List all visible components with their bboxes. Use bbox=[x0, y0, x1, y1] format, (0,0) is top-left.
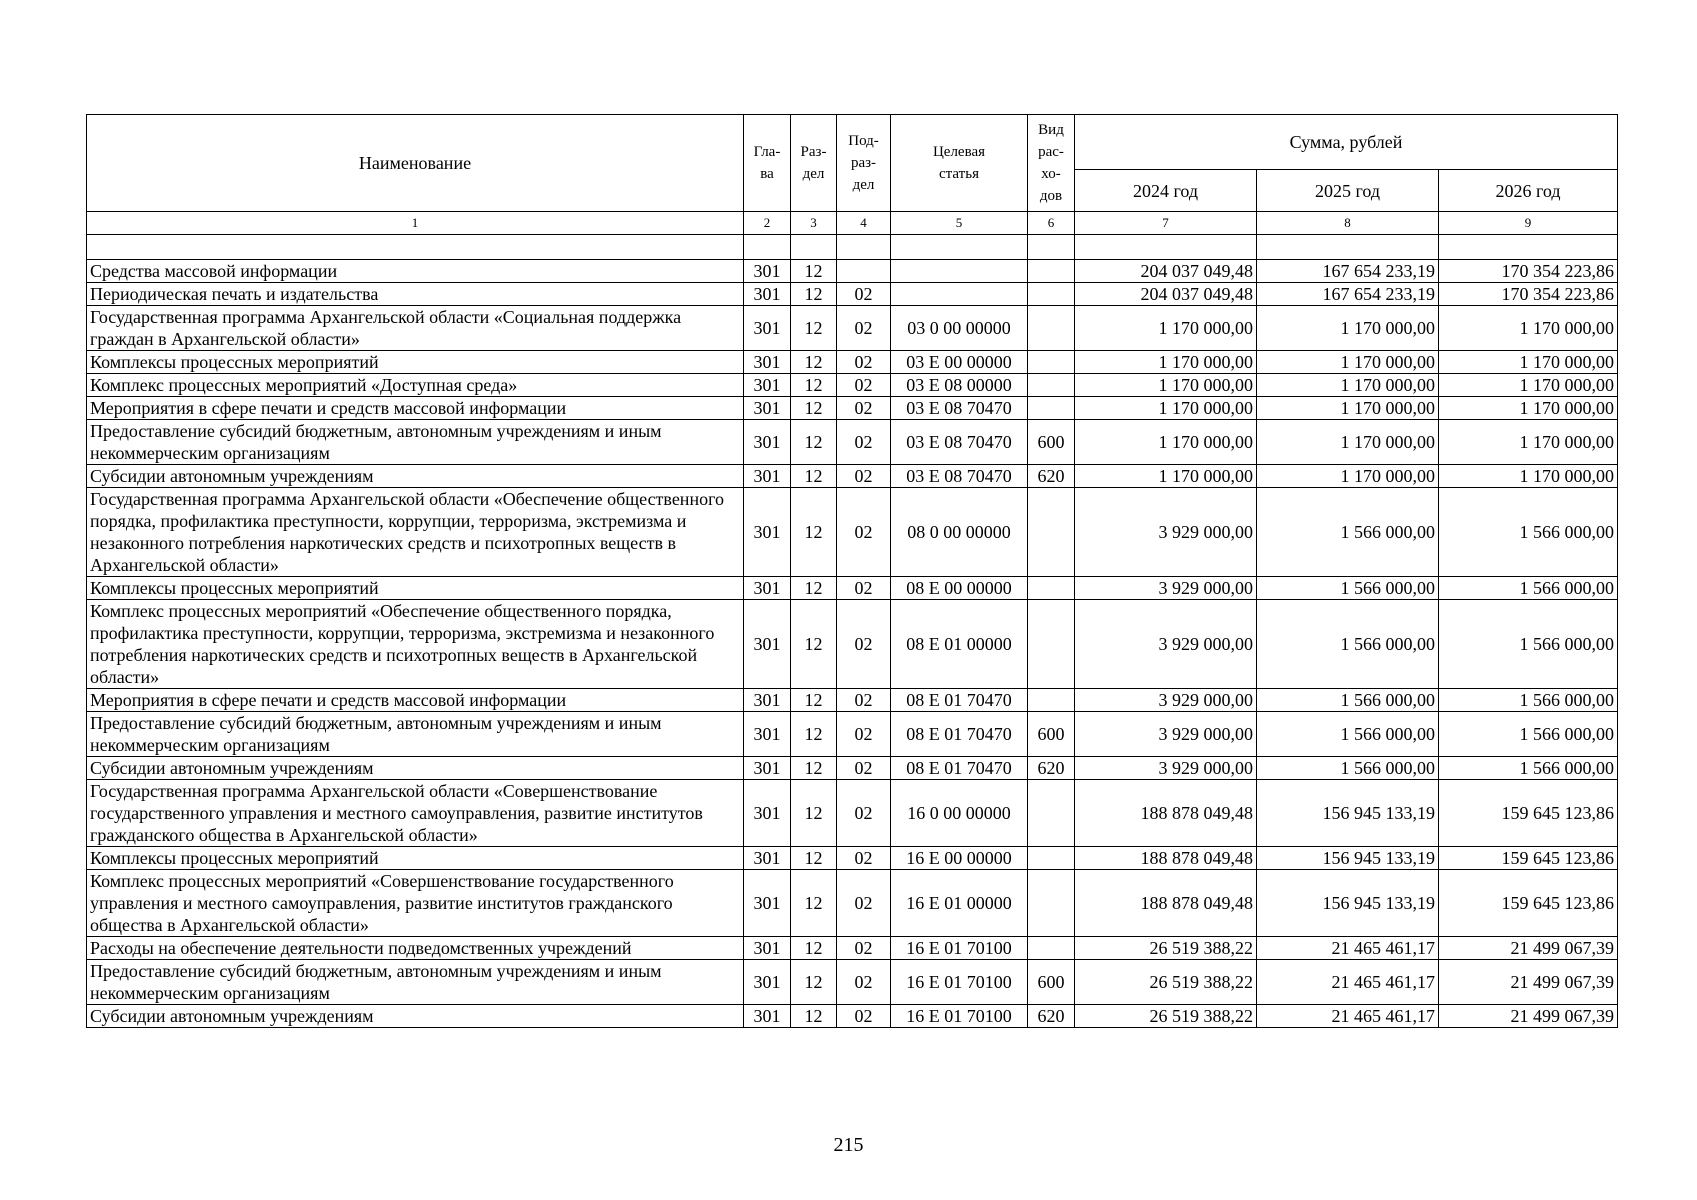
row-razdel: 12 bbox=[791, 1005, 837, 1028]
row-sum-2025: 156 945 133,19 bbox=[1257, 847, 1439, 870]
row-sum-2024: 3 929 000,00 bbox=[1075, 689, 1257, 712]
column-number: 8 bbox=[1257, 212, 1439, 235]
row-vid bbox=[1028, 260, 1075, 283]
row-sum-2026: 170 354 223,86 bbox=[1439, 260, 1618, 283]
row-sum-2024: 3 929 000,00 bbox=[1075, 712, 1257, 757]
row-razdel: 12 bbox=[791, 689, 837, 712]
column-number: 7 bbox=[1075, 212, 1257, 235]
table-row bbox=[87, 577, 1618, 600]
row-vid bbox=[1028, 397, 1075, 420]
row-sum-2026: 1 566 000,00 bbox=[1439, 712, 1618, 757]
row-podrazdel: 02 bbox=[837, 351, 891, 374]
row-target: 03 Е 08 70470 bbox=[891, 420, 1028, 465]
row-podrazdel: 02 bbox=[837, 577, 891, 600]
row-name: Комплексы процессных мероприятий bbox=[87, 351, 744, 374]
row-sum-2025: 21 465 461,17 bbox=[1257, 1005, 1439, 1028]
row-glava: 301 bbox=[744, 260, 791, 283]
row-name: Государственная программа Архангельской области «Совершенствование государственного управления и местного самоуправления, развитие институтов гражданского общества в Архангельской области» bbox=[87, 780, 744, 847]
table-row bbox=[87, 600, 1618, 689]
row-target: 08 Е 00 00000 bbox=[891, 577, 1028, 600]
row-glava: 301 bbox=[744, 689, 791, 712]
row-name: Комплексы процессных мероприятий bbox=[87, 847, 744, 870]
row-vid bbox=[1028, 488, 1075, 577]
row-target: 03 Е 08 70470 bbox=[891, 397, 1028, 420]
row-sum-2026: 1 170 000,00 bbox=[1439, 306, 1618, 351]
row-podrazdel: 02 bbox=[837, 600, 891, 689]
row-glava: 301 bbox=[744, 780, 791, 847]
row-target: 16 Е 01 70100 bbox=[891, 1005, 1028, 1028]
row-glava: 301 bbox=[744, 600, 791, 689]
row-sum-2024: 26 519 388,22 bbox=[1075, 960, 1257, 1005]
row-podrazdel: 02 bbox=[837, 847, 891, 870]
row-sum-2024: 1 170 000,00 bbox=[1075, 351, 1257, 374]
row-vid bbox=[1028, 351, 1075, 374]
row-sum-2025: 1 170 000,00 bbox=[1257, 465, 1439, 488]
column-number: 1 bbox=[87, 212, 744, 235]
row-sum-2024: 1 170 000,00 bbox=[1075, 465, 1257, 488]
row-sum-2024: 204 037 049,48 bbox=[1075, 283, 1257, 306]
row-vid bbox=[1028, 577, 1075, 600]
table-row bbox=[87, 1005, 1618, 1028]
row-name: Комплекс процессных мероприятий «Совершенствование государственного управления и местного самоуправления, развитие институтов гражданского общества в Архангельской области» bbox=[87, 870, 744, 937]
row-glava: 301 bbox=[744, 488, 791, 577]
table-row bbox=[87, 780, 1618, 847]
row-name: Комплексы процессных мероприятий bbox=[87, 577, 744, 600]
row-sum-2026: 159 645 123,86 bbox=[1439, 870, 1618, 937]
row-name: Субсидии автономным учреждениям bbox=[87, 465, 744, 488]
row-podrazdel: 02 bbox=[837, 689, 891, 712]
row-name: Предоставление субсидий бюджетным, автономным учреждениям и иным некоммерческим организациям bbox=[87, 712, 744, 757]
row-sum-2026: 1 566 000,00 bbox=[1439, 757, 1618, 780]
row-sum-2024: 1 170 000,00 bbox=[1075, 306, 1257, 351]
row-target: 03 Е 08 70470 bbox=[891, 465, 1028, 488]
row-sum-2025: 1 170 000,00 bbox=[1257, 351, 1439, 374]
row-sum-2026: 1 170 000,00 bbox=[1439, 374, 1618, 397]
blank-row bbox=[87, 235, 1618, 260]
row-name: Субсидии автономным учреждениям bbox=[87, 1005, 744, 1028]
table-row bbox=[87, 397, 1618, 420]
row-sum-2024: 1 170 000,00 bbox=[1075, 420, 1257, 465]
header-sum: Сумма, рублей bbox=[1075, 115, 1618, 170]
row-sum-2024: 26 519 388,22 bbox=[1075, 1005, 1257, 1028]
row-name: Средства массовой информации bbox=[87, 260, 744, 283]
row-podrazdel: 02 bbox=[837, 488, 891, 577]
row-podrazdel: 02 bbox=[837, 374, 891, 397]
table-row bbox=[87, 420, 1618, 465]
row-sum-2024: 3 929 000,00 bbox=[1075, 577, 1257, 600]
row-sum-2025: 1 566 000,00 bbox=[1257, 712, 1439, 757]
row-name: Расходы на обеспечение деятельности подведомственных учреждений bbox=[87, 937, 744, 960]
row-sum-2025: 167 654 233,19 bbox=[1257, 260, 1439, 283]
table-row bbox=[87, 937, 1618, 960]
row-razdel: 12 bbox=[791, 780, 837, 847]
table-row bbox=[87, 351, 1618, 374]
row-razdel: 12 bbox=[791, 600, 837, 689]
row-sum-2024: 3 929 000,00 bbox=[1075, 600, 1257, 689]
row-glava: 301 bbox=[744, 351, 791, 374]
row-podrazdel: 02 bbox=[837, 937, 891, 960]
row-podrazdel: 02 bbox=[837, 960, 891, 1005]
row-target: 08 Е 01 70470 bbox=[891, 757, 1028, 780]
row-podrazdel: 02 bbox=[837, 306, 891, 351]
row-razdel: 12 bbox=[791, 283, 837, 306]
row-vid bbox=[1028, 283, 1075, 306]
row-podrazdel: 02 bbox=[837, 757, 891, 780]
row-sum-2025: 167 654 233,19 bbox=[1257, 283, 1439, 306]
row-vid: 620 bbox=[1028, 465, 1075, 488]
row-razdel: 12 bbox=[791, 757, 837, 780]
row-sum-2025: 1 170 000,00 bbox=[1257, 374, 1439, 397]
header-2025: 2025 год bbox=[1257, 170, 1439, 212]
row-vid bbox=[1028, 870, 1075, 937]
header-glava: Гла- ва bbox=[744, 115, 791, 212]
row-target bbox=[891, 283, 1028, 306]
row-razdel: 12 bbox=[791, 870, 837, 937]
row-vid: 600 bbox=[1028, 960, 1075, 1005]
row-vid bbox=[1028, 306, 1075, 351]
table-row bbox=[87, 465, 1618, 488]
row-sum-2025: 1 170 000,00 bbox=[1257, 420, 1439, 465]
row-glava: 301 bbox=[744, 870, 791, 937]
row-glava: 301 bbox=[744, 712, 791, 757]
row-sum-2026: 1 170 000,00 bbox=[1439, 397, 1618, 420]
table-row bbox=[87, 488, 1618, 577]
table-row bbox=[87, 306, 1618, 351]
row-sum-2025: 1 566 000,00 bbox=[1257, 577, 1439, 600]
row-vid bbox=[1028, 780, 1075, 847]
row-sum-2026: 1 566 000,00 bbox=[1439, 600, 1618, 689]
row-sum-2024: 3 929 000,00 bbox=[1075, 488, 1257, 577]
row-razdel: 12 bbox=[791, 397, 837, 420]
row-razdel: 12 bbox=[791, 465, 837, 488]
row-sum-2025: 156 945 133,19 bbox=[1257, 780, 1439, 847]
row-glava: 301 bbox=[744, 577, 791, 600]
header-target: Целевая статья bbox=[891, 115, 1028, 212]
row-razdel: 12 bbox=[791, 577, 837, 600]
row-sum-2026: 159 645 123,86 bbox=[1439, 780, 1618, 847]
row-razdel: 12 bbox=[791, 306, 837, 351]
row-podrazdel bbox=[837, 260, 891, 283]
table-row bbox=[87, 847, 1618, 870]
row-sum-2026: 21 499 067,39 bbox=[1439, 937, 1618, 960]
row-target: 08 Е 01 70470 bbox=[891, 712, 1028, 757]
row-sum-2026: 1 170 000,00 bbox=[1439, 465, 1618, 488]
row-target: 16 Е 00 00000 bbox=[891, 847, 1028, 870]
row-target: 03 Е 08 00000 bbox=[891, 374, 1028, 397]
row-podrazdel: 02 bbox=[837, 1005, 891, 1028]
row-sum-2025: 1 566 000,00 bbox=[1257, 600, 1439, 689]
row-target: 16 Е 01 70100 bbox=[891, 960, 1028, 1005]
row-razdel: 12 bbox=[791, 351, 837, 374]
row-vid bbox=[1028, 689, 1075, 712]
row-glava: 301 bbox=[744, 757, 791, 780]
row-sum-2026: 21 499 067,39 bbox=[1439, 1005, 1618, 1028]
row-podrazdel: 02 bbox=[837, 712, 891, 757]
table-row bbox=[87, 712, 1618, 757]
table-row bbox=[87, 689, 1618, 712]
row-sum-2026: 1 170 000,00 bbox=[1439, 420, 1618, 465]
row-vid bbox=[1028, 374, 1075, 397]
row-name: Государственная программа Архангельской области «Социальная поддержка граждан в Архангельской области» bbox=[87, 306, 744, 351]
header-razdel: Раз- дел bbox=[791, 115, 837, 212]
row-sum-2025: 21 465 461,17 bbox=[1257, 937, 1439, 960]
column-number: 2 bbox=[744, 212, 791, 235]
row-target: 16 0 00 00000 bbox=[891, 780, 1028, 847]
row-sum-2024: 26 519 388,22 bbox=[1075, 937, 1257, 960]
row-sum-2025: 1 170 000,00 bbox=[1257, 397, 1439, 420]
column-number: 4 bbox=[837, 212, 891, 235]
row-name: Периодическая печать и издательства bbox=[87, 283, 744, 306]
row-podrazdel: 02 bbox=[837, 780, 891, 847]
row-target: 08 0 00 00000 bbox=[891, 488, 1028, 577]
row-sum-2026: 1 566 000,00 bbox=[1439, 488, 1618, 577]
row-target: 03 Е 00 00000 bbox=[891, 351, 1028, 374]
row-name: Комплекс процессных мероприятий «Доступная среда» bbox=[87, 374, 744, 397]
row-razdel: 12 bbox=[791, 960, 837, 1005]
row-vid bbox=[1028, 937, 1075, 960]
table-row bbox=[87, 374, 1618, 397]
row-glava: 301 bbox=[744, 306, 791, 351]
row-sum-2026: 1 566 000,00 bbox=[1439, 577, 1618, 600]
row-sum-2024: 188 878 049,48 bbox=[1075, 870, 1257, 937]
row-target: 03 0 00 00000 bbox=[891, 306, 1028, 351]
row-sum-2024: 3 929 000,00 bbox=[1075, 757, 1257, 780]
row-sum-2024: 1 170 000,00 bbox=[1075, 397, 1257, 420]
row-name: Государственная программа Архангельской области «Обеспечение общественного порядка, профилактика преступности, коррупции, терроризма, экстремизма и незаконного потребления наркотических средств и психотропных веществ в Архангельской области» bbox=[87, 488, 744, 577]
table-row bbox=[87, 757, 1618, 780]
row-glava: 301 bbox=[744, 397, 791, 420]
row-podrazdel: 02 bbox=[837, 420, 891, 465]
header-podrazdel: Под- раз- дел bbox=[837, 115, 891, 212]
budget-table bbox=[86, 114, 1618, 1028]
column-numbers-row bbox=[87, 212, 1618, 235]
table-row bbox=[87, 260, 1618, 283]
column-number: 3 bbox=[791, 212, 837, 235]
row-vid: 620 bbox=[1028, 757, 1075, 780]
row-sum-2025: 1 566 000,00 bbox=[1257, 488, 1439, 577]
row-sum-2026: 1 170 000,00 bbox=[1439, 351, 1618, 374]
header-2026: 2026 год bbox=[1439, 170, 1618, 212]
row-razdel: 12 bbox=[791, 260, 837, 283]
header-name: Наименование bbox=[87, 115, 744, 212]
row-vid: 600 bbox=[1028, 712, 1075, 757]
row-glava: 301 bbox=[744, 420, 791, 465]
header-vid: Вид рас- хо- дов bbox=[1028, 115, 1075, 212]
row-glava: 301 bbox=[744, 847, 791, 870]
row-name: Предоставление субсидий бюджетным, автономным учреждениям и иным некоммерческим организациям bbox=[87, 420, 744, 465]
row-glava: 301 bbox=[744, 960, 791, 1005]
row-vid bbox=[1028, 600, 1075, 689]
row-sum-2025: 1 170 000,00 bbox=[1257, 306, 1439, 351]
row-sum-2024: 1 170 000,00 bbox=[1075, 374, 1257, 397]
row-glava: 301 bbox=[744, 465, 791, 488]
column-number: 6 bbox=[1028, 212, 1075, 235]
row-glava: 301 bbox=[744, 283, 791, 306]
row-sum-2026: 159 645 123,86 bbox=[1439, 847, 1618, 870]
row-razdel: 12 bbox=[791, 488, 837, 577]
column-number: 9 bbox=[1439, 212, 1618, 235]
table-row bbox=[87, 283, 1618, 306]
row-razdel: 12 bbox=[791, 937, 837, 960]
row-sum-2025: 21 465 461,17 bbox=[1257, 960, 1439, 1005]
row-razdel: 12 bbox=[791, 712, 837, 757]
row-name: Мероприятия в сфере печати и средств массовой информации bbox=[87, 397, 744, 420]
header-2024: 2024 год bbox=[1075, 170, 1257, 212]
row-sum-2026: 170 354 223,86 bbox=[1439, 283, 1618, 306]
row-sum-2026: 21 499 067,39 bbox=[1439, 960, 1618, 1005]
row-target: 16 Е 01 00000 bbox=[891, 870, 1028, 937]
row-sum-2025: 1 566 000,00 bbox=[1257, 689, 1439, 712]
row-sum-2024: 188 878 049,48 bbox=[1075, 780, 1257, 847]
row-podrazdel: 02 bbox=[837, 397, 891, 420]
row-sum-2024: 204 037 049,48 bbox=[1075, 260, 1257, 283]
table-row bbox=[87, 960, 1618, 1005]
row-name: Комплекс процессных мероприятий «Обеспечение общественного порядка, профилактика преступности, коррупции, терроризма, экстремизма и незаконного потребления наркотических средств и психотропных веществ в Архангельской области» bbox=[87, 600, 744, 689]
table-row bbox=[87, 870, 1618, 937]
row-vid: 600 bbox=[1028, 420, 1075, 465]
row-target: 08 Е 01 70470 bbox=[891, 689, 1028, 712]
row-sum-2026: 1 566 000,00 bbox=[1439, 689, 1618, 712]
row-razdel: 12 bbox=[791, 420, 837, 465]
row-razdel: 12 bbox=[791, 374, 837, 397]
row-target: 16 Е 01 70100 bbox=[891, 937, 1028, 960]
row-podrazdel: 02 bbox=[837, 465, 891, 488]
row-glava: 301 bbox=[744, 937, 791, 960]
page-number: 215 bbox=[833, 1134, 864, 1156]
row-razdel: 12 bbox=[791, 847, 837, 870]
column-number: 5 bbox=[891, 212, 1028, 235]
row-glava: 301 bbox=[744, 374, 791, 397]
row-sum-2025: 156 945 133,19 bbox=[1257, 870, 1439, 937]
row-name: Субсидии автономным учреждениям bbox=[87, 757, 744, 780]
row-target: 08 Е 01 00000 bbox=[891, 600, 1028, 689]
row-podrazdel: 02 bbox=[837, 283, 891, 306]
row-name: Предоставление субсидий бюджетным, автономным учреждениям и иным некоммерческим организациям bbox=[87, 960, 744, 1005]
row-sum-2024: 188 878 049,48 bbox=[1075, 847, 1257, 870]
row-vid: 620 bbox=[1028, 1005, 1075, 1028]
row-podrazdel: 02 bbox=[837, 870, 891, 937]
row-target bbox=[891, 260, 1028, 283]
row-glava: 301 bbox=[744, 1005, 791, 1028]
row-sum-2025: 1 566 000,00 bbox=[1257, 757, 1439, 780]
row-name: Мероприятия в сфере печати и средств массовой информации bbox=[87, 689, 744, 712]
row-vid bbox=[1028, 847, 1075, 870]
